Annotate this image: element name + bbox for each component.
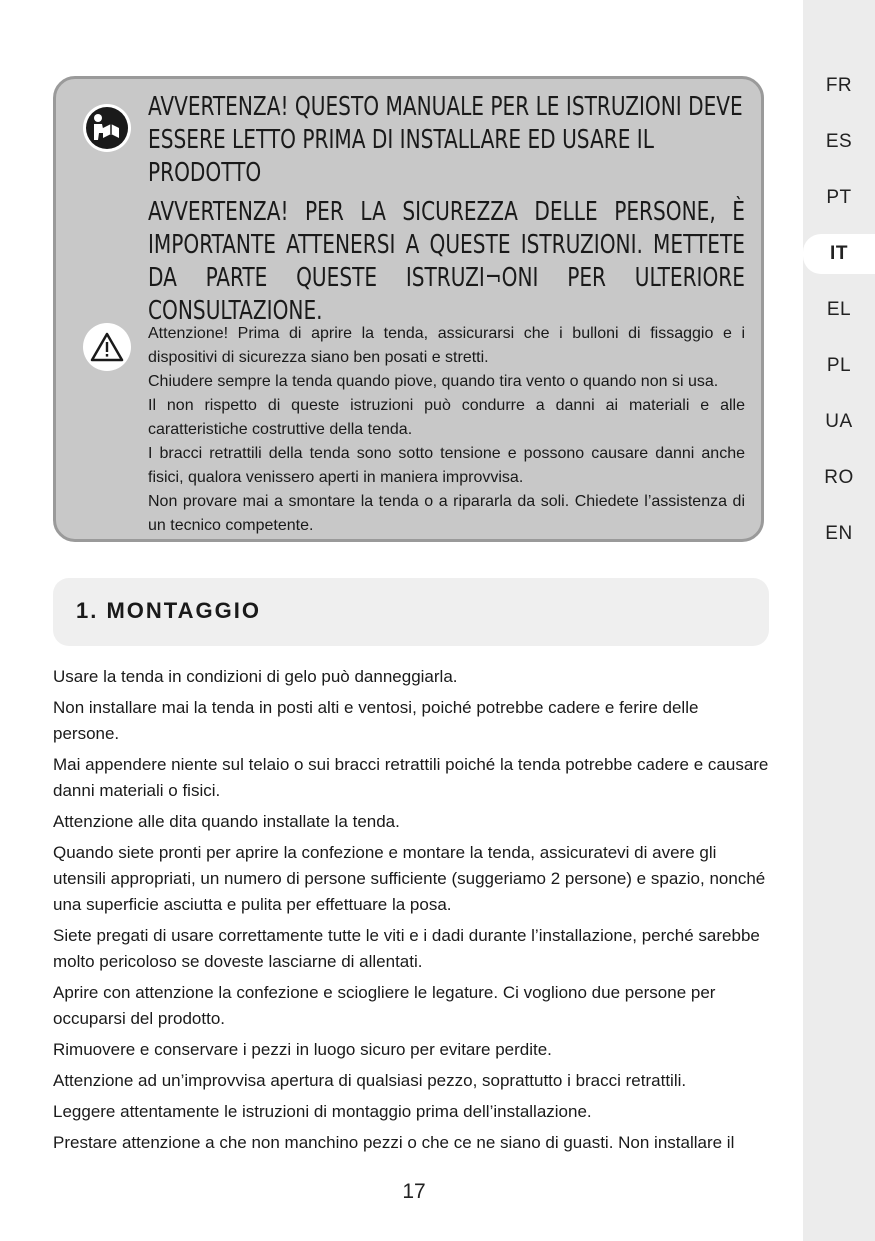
warning-paragraph: Attenzione! Prima di aprire la tenda, assicurarsi che i bulloni di fissaggio e i dispositivi di sicurezza siano ben posati e stretti. [148, 325, 745, 366]
lang-tab-fr[interactable]: FR [825, 75, 853, 96]
body-paragraph: Attenzione alle dita quando installate la tenda. [53, 812, 400, 831]
section-header [53, 578, 769, 646]
warning-paragraph: Chiudere sempre la tenda quando piove, quando tira vento o quando non si usa. [148, 373, 719, 390]
warning-paragraphs [148, 322, 745, 538]
section-title: 1. MONTAGGIO [76, 598, 261, 623]
lang-tab-pt[interactable]: PT [826, 187, 852, 208]
body-paragraph: Non installare mai la tenda in posti alti e ventosi, poiché potrebbe cadere e ferire delle persone. [53, 698, 699, 743]
warning-box [53, 76, 764, 542]
lang-tab-pl[interactable]: PL [826, 355, 852, 376]
warning-heading-read-manual: AVVERTENZA! QUESTO MANUALE PER LE ISTRUZIONI DEVE ESSERE LETTO PRIMA DI INSTALLARE ED USARE IL PRODOTTO [148, 92, 743, 188]
lang-tab-it[interactable]: IT [803, 234, 875, 274]
body-paragraph: Rimuovere e conservare i pezzi in luogo sicuro per evitare perdite. [53, 1040, 552, 1059]
body-paragraph: Prestare attenzione a che non manchino pezzi o che ce ne siano di guasti. Non installare il [53, 1133, 735, 1152]
lang-tab-el[interactable]: EL [826, 299, 852, 320]
body-paragraph: Quando siete pronti per aprire la confezione e montare la tenda, assicuratevi di avere gli utensili appropriati, un numero di persone sufficiente (suggeriamo 2 persone) e spazio, nonché una superficie asciutta e pulita per effettuare la posa. [53, 843, 766, 914]
warning-triangle-icon [83, 323, 131, 371]
read-manual-icon [83, 104, 131, 152]
warning-heading-safety: AVVERTENZA! PER LA SICUREZZA DELLE PERSONE, È IMPORTANTE ATTENERSI A QUESTE ISTRUZIONI. METTETE DA PARTE QUESTE ISTRUZI¬ONI PER ULTERIORE CONSULTAZIONE. [148, 197, 745, 326]
body-paragraph: Siete pregati di usare correttamente tutte le viti e i dadi durante l’installazione, perché sarebbe molto pericoloso se doveste lasciarne di allentati. [53, 926, 760, 971]
page-number: 17 [402, 1180, 426, 1203]
body-paragraph: Attenzione ad un’improvvisa apertura di qualsiasi pezzo, soprattutto i bracci retrattili. [53, 1071, 687, 1090]
body-paragraph: Leggere attentamente le istruzioni di montaggio prima dell’installazione. [53, 1102, 592, 1121]
language-sidebar [803, 0, 875, 1241]
warning-paragraph: Non provare mai a smontare la tenda o a ripararla da soli. Chiedete l’assistenza di un tecnico competente. [148, 493, 745, 534]
lang-tab-en[interactable]: EN [825, 523, 853, 544]
warning-paragraph: I bracci retrattili della tenda sono sotto tensione e possono causare danni anche fisici, qualora venissero aperti in maniera improvvisa. [148, 445, 745, 486]
lang-tab-ro[interactable]: RO [824, 467, 854, 488]
body-text [53, 664, 769, 1161]
body-paragraph: Mai appendere niente sul telaio o sui bracci retrattili poiché la tenda potrebbe cadere e causare danni materiali o fisici. [53, 755, 769, 800]
body-paragraph: Usare la tenda in condizioni di gelo può danneggiarla. [53, 667, 458, 686]
lang-tab-es[interactable]: ES [825, 131, 853, 152]
warning-paragraph: Il non rispetto di queste istruzioni può condurre a danni ai materiali e alle caratteristiche costruttive della tenda. [148, 397, 745, 438]
lang-tab-ua[interactable]: UA [825, 411, 853, 432]
body-paragraph: Aprire con attenzione la confezione e sciogliere le legature. Ci vogliono due persone per occuparsi del prodotto. [53, 983, 716, 1028]
